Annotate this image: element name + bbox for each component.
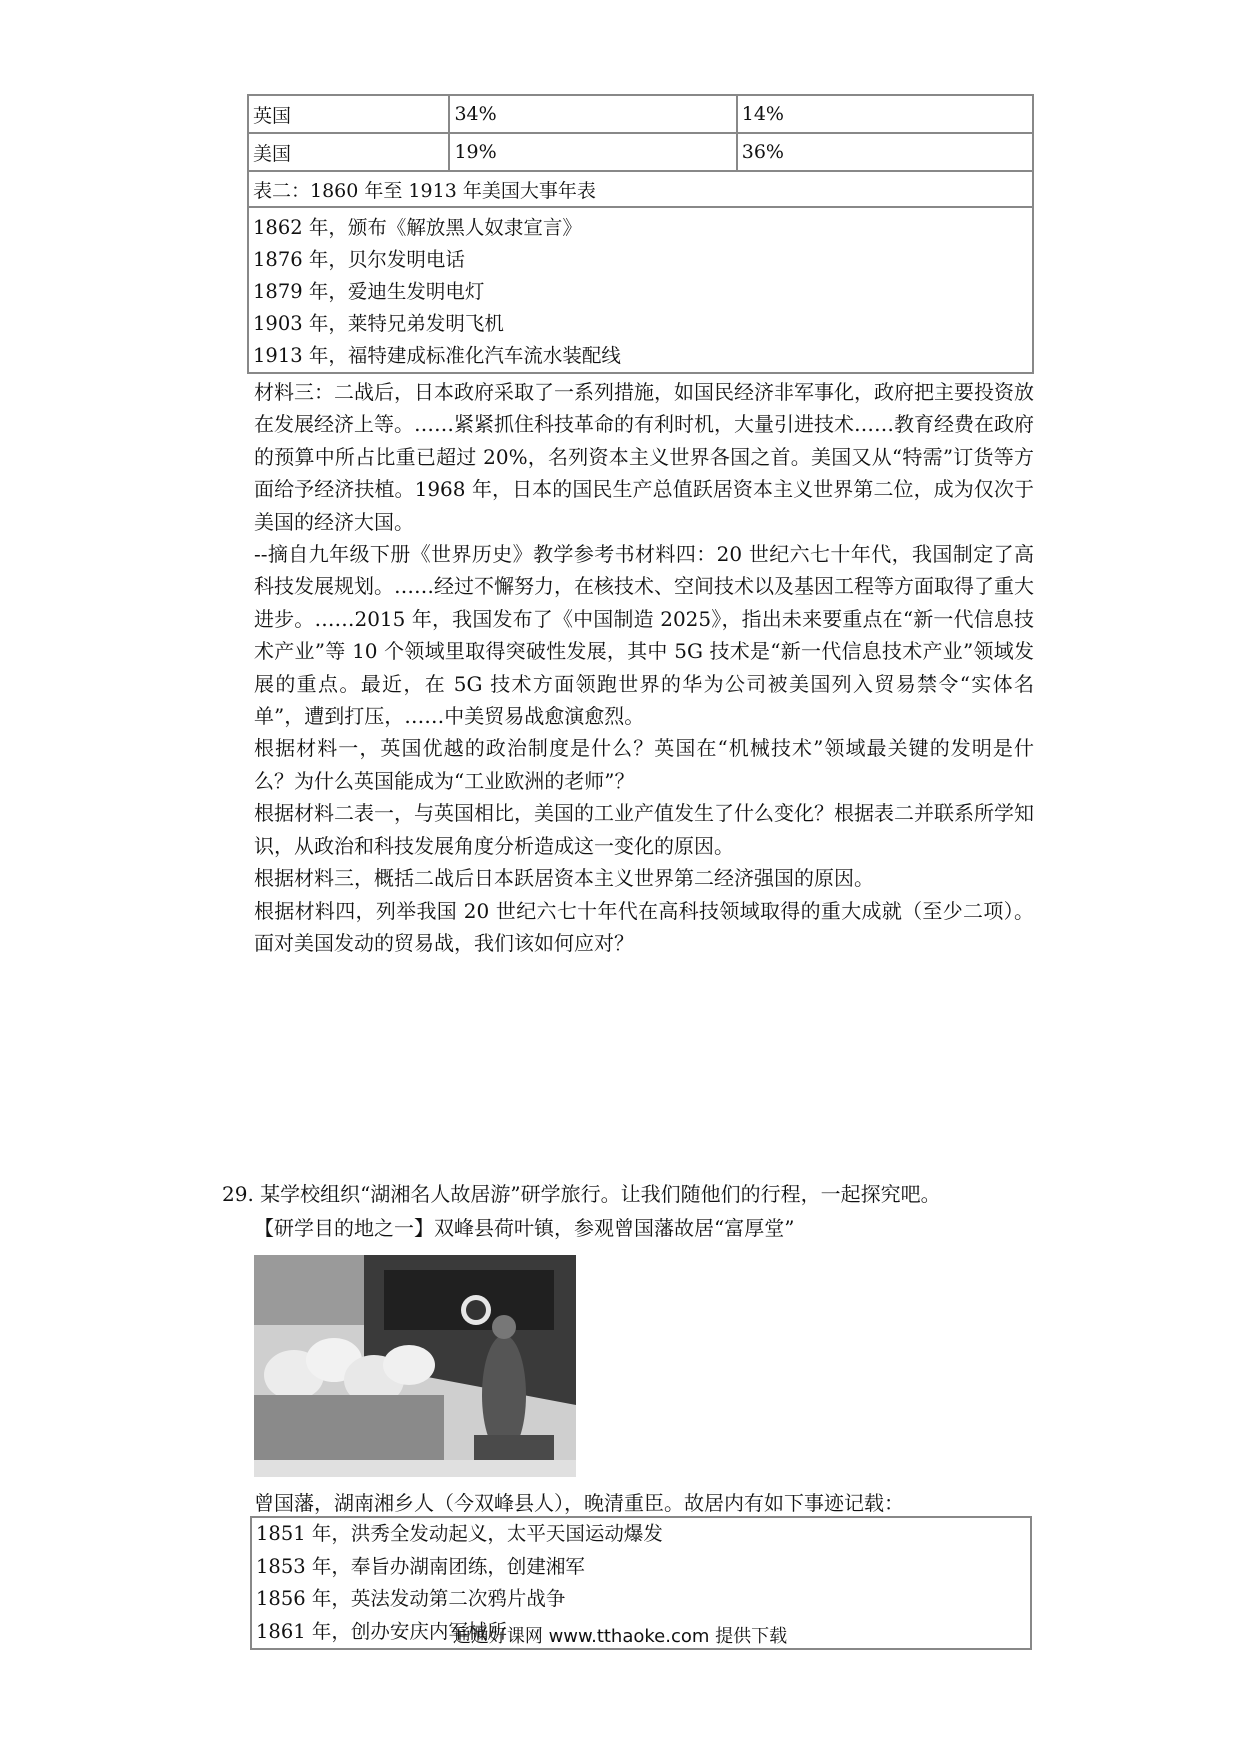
list-item: 1856 年，英法发动第二次鸦片战争: [256, 1587, 566, 1610]
list-item: 1913 年，福特建成标准化汽车流水装配线: [253, 344, 621, 367]
question-item: 根据材料三，概括二战后日本跃居资本主义世界第二经济强国的原因。: [254, 866, 874, 891]
us-events-cell: [248, 207, 1033, 373]
table-cell-country: 英国: [248, 95, 449, 133]
list-item: 1903 年，莱特兄弟发明飞机: [253, 312, 504, 335]
table-row: [248, 171, 1033, 207]
table-row: [248, 133, 1033, 171]
materials-block: [254, 376, 1034, 959]
table2-title: 表二：1860 年至 1913 年美国大事年表: [248, 171, 1033, 207]
table-cell-country: 美国: [248, 133, 449, 171]
question-item: 根据材料一，英国优越的政治制度是什么？英国在“机械技术”领域最关键的发明是什么？为什么英国能成为“工业欧洲的老师”？: [254, 736, 1034, 793]
table-row: [248, 95, 1033, 133]
list-item: 1876 年，贝尔发明电话: [253, 248, 465, 271]
table-cell-value: 14%: [737, 95, 1033, 133]
table-cell-value: 36%: [737, 133, 1033, 171]
list-item: 1861 年，创办安庆内军械所: [256, 1619, 507, 1643]
question-text: 某学校组织“湖湘名人故居游”研学旅行。让我们随他们的行程，一起探究吧。: [260, 1182, 941, 1206]
table-row: [248, 207, 1033, 373]
question-item: 根据材料四，列举我国 20 世纪六七十年代在高科技领域取得的重大成就（至少二项）。面对美国发动的贸易战，我们该如何应对？: [254, 898, 1034, 955]
page-footer: 通通好课网 www.tthaoke.com 提供下载: [452, 1626, 788, 1647]
list-item: 1853 年，奉旨办湖南团练，创建湘军: [256, 1554, 585, 1578]
list-item: 1851 年，洪秀全发动起义，太平天国运动爆发: [256, 1522, 663, 1545]
industry-table: [247, 94, 1034, 374]
study-destination: 【研学目的地之一】双峰县荷叶镇，参观曾国藩故居“富厚堂”: [254, 1216, 795, 1240]
museum-photo: [254, 1255, 576, 1477]
table-cell-value: 34%: [449, 95, 736, 133]
material-three: 材料三：二战后，日本政府采取了一系列措施，如国民经济非军事化，政府把主要投资放在发展经济上等。……紧紧抓住科技革命的有利时机，大量引进技术……教育经费在政府的预算中所占比重已超过 20%，名列资本主义世界各国之首。美国又从“特需”订货等方面给予经济扶植。1968 年，日本的国民生产总值跃居资本主义世界第二位，成为仅次于美国的经济大国。: [254, 380, 1034, 534]
us-events-list: [249, 208, 1032, 372]
list-item: 1879 年，爱迪生发明电灯: [253, 280, 485, 303]
photo-caption: 曾国藩，湖南湘乡人（今双峰县人），晚清重臣。故居内有如下事迹记载：: [254, 1491, 904, 1515]
museum-photo-image: [254, 1255, 576, 1477]
question-number: 29.: [222, 1182, 254, 1206]
question-item: 根据材料二表一，与英国相比，美国的工业产值发生了什么变化？根据表二并联系所学知识，从政治和科技发展角度分析造成这一变化的原因。: [254, 801, 1034, 858]
material-four: --摘自九年级下册《世界历史》教学参考书材料四：20 世纪六七十年代，我国制定了高科技发展规划。……经过不懈努力，在核技术、空间技术以及基因工程等方面取得了重大进步。……2015 年，我国发布了《中国制造 2025》，指出未来要重点在“新一代信息技术产业”等 10 个领域里取得突破性发展，其中 5G 技术是“新一代信息技术产业”领域发展的重点。最近，在 5G 技术方面领跑世界的华为公司被美国列入贸易禁令“实体名单”，遭到打压，……中美贸易战愈演愈烈。: [254, 542, 1034, 729]
list-item: 1862 年，颁布《解放黑人奴隶宣言》: [253, 216, 582, 239]
table-cell-value: 19%: [449, 133, 736, 171]
question-29: [222, 1178, 941, 1210]
